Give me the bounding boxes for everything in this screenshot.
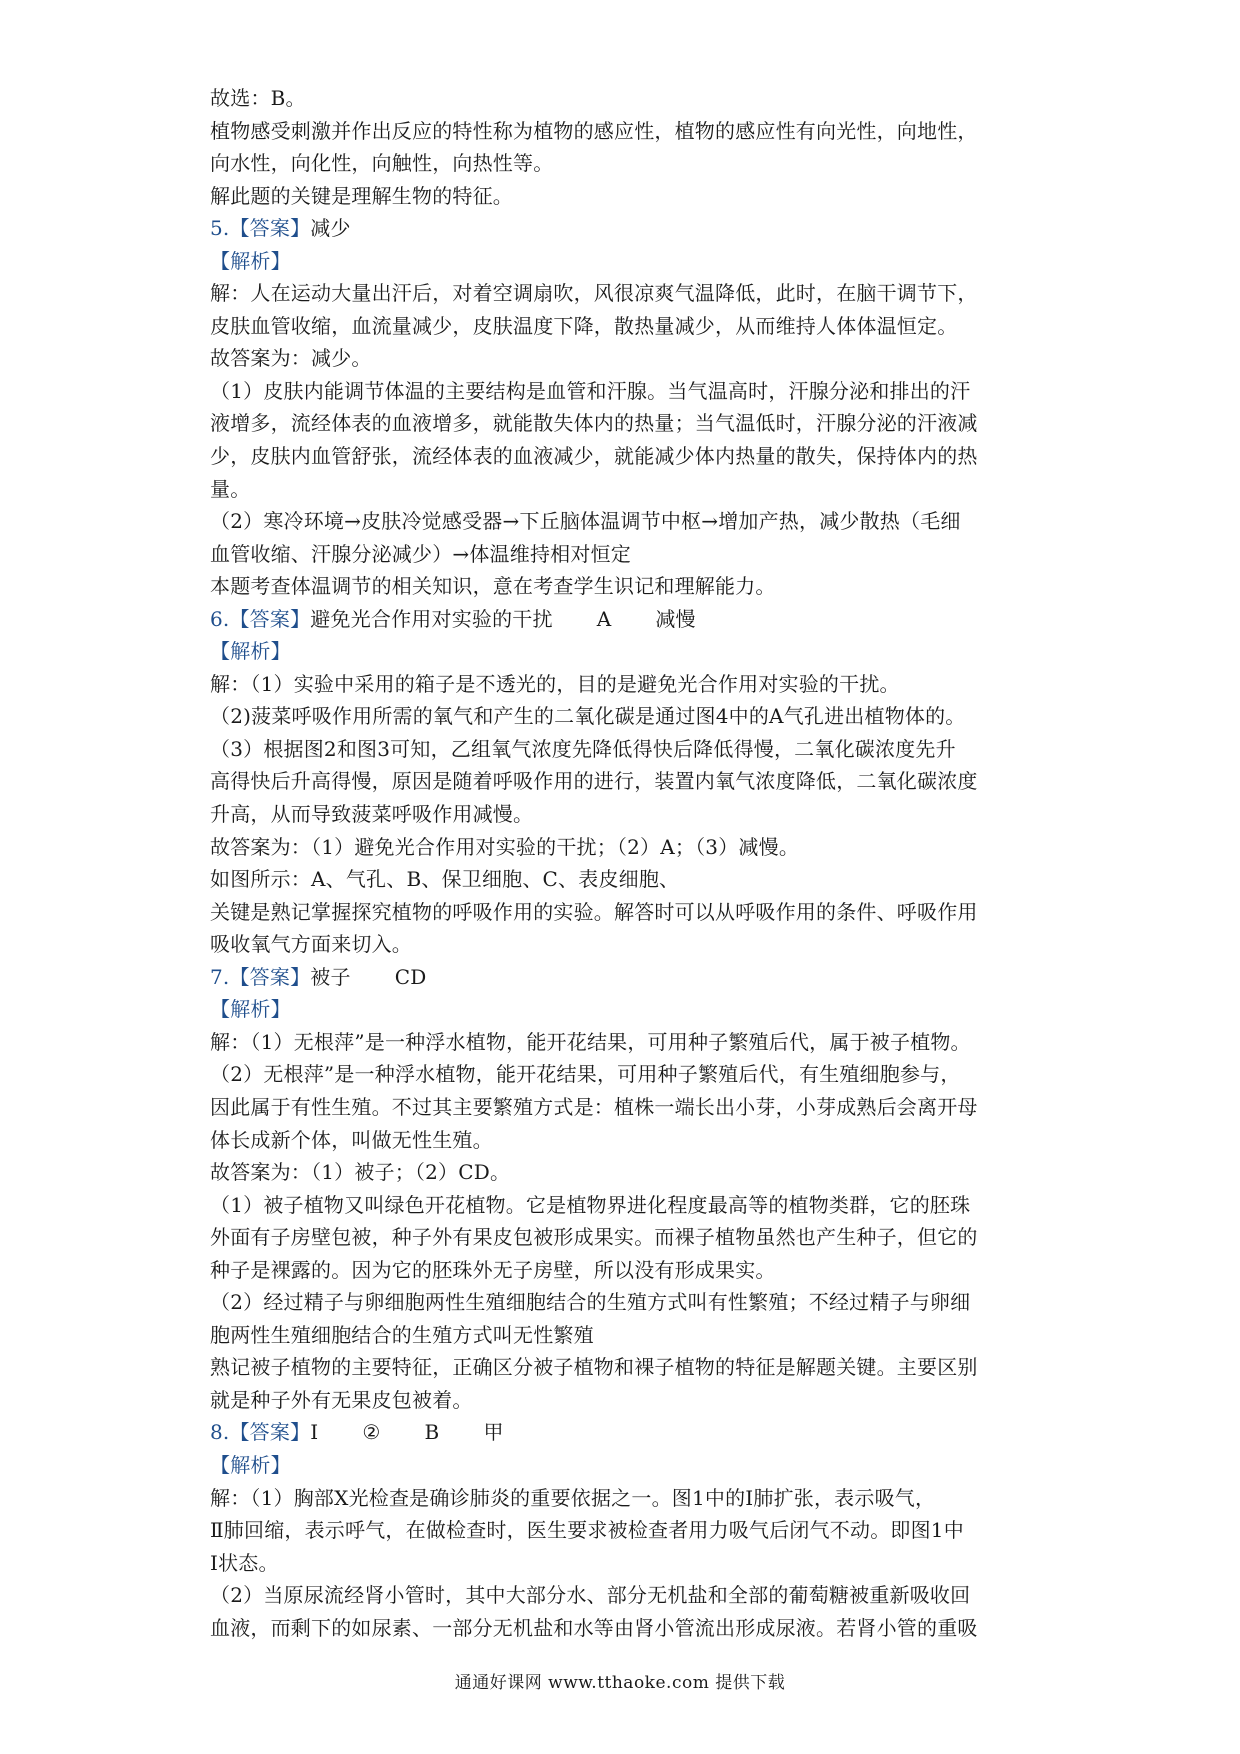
text-line: （2）无根萍”是一种浮水植物，能开花结果，可用种子繁殖后代，有生殖细胞参与， [210, 1062, 961, 1087]
text-line: 皮肤血管收缩，血流量减少，皮肤温度下降，散热量减少，从而维持人体体温恒定。 [210, 313, 958, 338]
text-line: 吸收氧气方面来切入。 [210, 932, 412, 957]
question-number: 5. [210, 216, 230, 241]
text-line: 外面有子房壁包被，种子外有果皮包被形成果实。而裸子植物虽然也产生种子，但它的 [210, 1225, 978, 1250]
text-line: 血管收缩、汗腺分泌减少）→体温维持相对恒定 [210, 541, 631, 566]
text-line: Ⅱ肺回缩，表示呼气，在做检查时，医生要求被检查者用力吸气后闭气不动。即图1中 [210, 1518, 964, 1543]
text-line: （1）皮肤内能调节体温的主要结构是血管和汗腺。当气温高时，汗腺分泌和排出的汗 [210, 378, 971, 403]
text-line: 如图所示：A、气孔、B、保卫细胞、C、表皮细胞、 [210, 867, 680, 892]
text-line: 解：（1）胸部X光检查是确诊肺炎的重要依据之一。图1中的Ⅰ肺扩张，表示吸气， [210, 1485, 936, 1510]
text-line: 种子是裸露的。因为它的胚珠外无子房壁，所以没有形成果实。 [210, 1257, 776, 1282]
text-line: 升高，从而导致菠菜呼吸作用减慢。 [210, 802, 534, 827]
answer-tag: 【答案】 [229, 216, 311, 241]
text-line: （2)菠菜呼吸作用所需的氧气和产生的二氧化碳是通过图4中的A气孔进出植物体的。 [210, 704, 966, 729]
question-number: 7. [210, 964, 230, 989]
analysis-tag: 【解析】 [210, 639, 291, 664]
text-line: 本题考查体温调节的相关知识，意在考查学生识记和理解能力。 [210, 574, 776, 599]
text-line: 体长成新个体，叫做无性生殖。 [210, 1127, 493, 1152]
answer-value: 避免光合作用对实验的干扰 [310, 606, 553, 631]
answer-value: 被子 [310, 964, 351, 989]
analysis-tag: 【解析】 [210, 1452, 291, 1477]
text-line: 就是种子外有无果皮包被着。 [210, 1387, 473, 1412]
answer-value: 甲 [483, 1420, 504, 1445]
text-line: （3）根据图2和图3可知，乙组氧气浓度先降低得快后降低得慢，二氧化碳浓度先升 [210, 736, 956, 761]
answer-value: Ⅰ [310, 1420, 319, 1445]
text-line: 量。 [210, 476, 251, 501]
text-line: Ⅰ状态。 [210, 1550, 279, 1575]
answer-tag: 【答案】 [229, 964, 311, 989]
answer-value: A [596, 606, 612, 631]
text-line: 植物感受刺激并作出反应的特性称为植物的感应性，植物的感应性有向光性，向地性， [210, 118, 978, 143]
text-line: 血液，而剩下的如尿素、一部分无机盐和水等由肾小管流出形成尿液。若肾小管的重吸 [210, 1615, 978, 1640]
answer-value: CD [394, 964, 427, 989]
text-line: 解：（1）实验中采用的箱子是不透光的，目的是避免光合作用对实验的干扰。 [210, 671, 900, 696]
text-line: 关键是熟记掌握探究植物的呼吸作用的实验。解答时可以从呼吸作用的条件、呼吸作用 [210, 899, 978, 924]
text-line: 解：（1）无根萍”是一种浮水植物，能开花结果，可用种子繁殖后代，属于被子植物。 [210, 1029, 971, 1054]
text-line: 解：人在运动大量出汗后，对着空调扇吹，风很凉爽气温降低，此时，在脑干调节下， [210, 281, 978, 306]
text-line: 解此题的关键是理解生物的特征。 [210, 183, 513, 208]
text-line: 故答案为：减少。 [210, 346, 372, 371]
answer-line-q6 [210, 603, 1040, 636]
answer-tag: 【答案】 [229, 1420, 311, 1445]
document-body [210, 82, 1040, 1644]
answer-value: 减少 [310, 216, 351, 241]
text-line: 因此属于有性生殖。不过其主要繁殖方式是：植株一端长出小芽，小芽成熟后会离开母 [210, 1094, 978, 1119]
text-line: 高得快后升高得慢，原因是随着呼吸作用的进行，装置内氧气浓度降低，二氧化碳浓度 [210, 769, 978, 794]
answer-value: B [424, 1420, 440, 1445]
answer-value: 减慢 [655, 606, 696, 631]
text-line: （1）被子植物又叫绿色开花植物。它是植物界进化程度最高等的植物类群，它的胚珠 [210, 1192, 971, 1217]
text-line: 故答案为：（1）避免光合作用对实验的干扰；（2）A；（3）减慢。 [210, 834, 800, 859]
text-line: （2）寒冷环境→皮肤冷觉感受器→下丘脑体温调节中枢→增加产热，减少散热（毛细 [210, 509, 961, 534]
text-line: （2）经过精子与卵细胞两性生殖细胞结合的生殖方式叫有性繁殖；不经过精子与卵细 [210, 1290, 971, 1315]
text-line: （2）当原尿流经肾小管时，其中大部分水、部分无机盐和全部的葡萄糖被重新吸收回 [210, 1583, 971, 1608]
text-line: 少，皮肤内血管舒张，流经体表的血液减少，就能减少体内热量的散失，保持体内的热 [210, 444, 978, 469]
text-line: 向水性，向化性，向触性，向热性等。 [210, 151, 554, 176]
text-line: 故答案为：（1）被子；（2）CD。 [210, 1160, 511, 1185]
question-number: 8. [210, 1420, 230, 1445]
answer-line-q5 [210, 212, 1040, 245]
text-line: 胞两性生殖细胞结合的生殖方式叫无性繁殖 [210, 1322, 594, 1347]
question-number: 6. [210, 606, 230, 631]
page-footer: 通通好课网 www.tthaoke.com 提供下载 [454, 1673, 786, 1693]
analysis-tag: 【解析】 [210, 997, 291, 1022]
analysis-tag: 【解析】 [210, 248, 291, 273]
answer-value: ② [362, 1420, 381, 1445]
answer-tag: 【答案】 [229, 606, 311, 631]
answer-line-q8 [210, 1416, 1040, 1449]
text-line: 液增多，流经体表的血液增多，就能散失体内的热量；当气温低时，汗腺分泌的汗液减 [210, 411, 978, 436]
answer-line-q7 [210, 961, 1040, 994]
text-line: 熟记被子植物的主要特征，正确区分被子植物和裸子植物的特征是解题关键。主要区别 [210, 1355, 978, 1380]
text-line: 故选：B。 [210, 86, 306, 110]
